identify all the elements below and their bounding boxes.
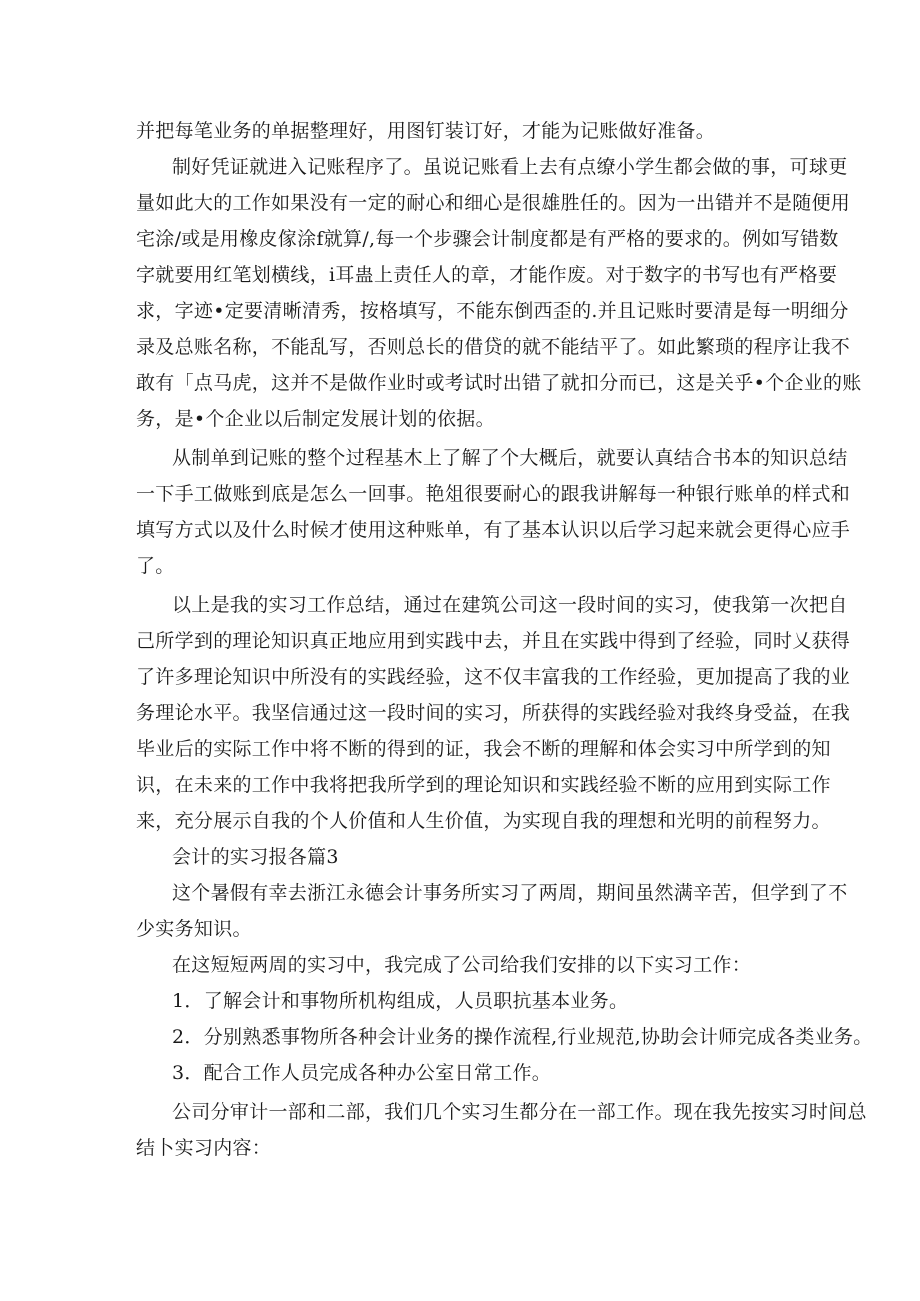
text-line: 制好凭证就进入记账程序了。虽说记账看上去有点缭小学生都会做的事，可球更 (172, 156, 848, 178)
text-line: 填写方式以及什么时候才使用这种账单，有了基本认识以后学习起来就会更得心应手 (136, 519, 851, 541)
text-line: 了许多理论知识中所没有的实践经验，这不仅丰富我的工作经验，更加提高了我的业 (136, 666, 851, 688)
list-item: 1．了解会计和事物所机构组成，人员职抗基本业务。 (172, 990, 629, 1012)
text-line: 结卜实习内容： (136, 1137, 272, 1159)
text-line: 来，充分展示自我的个人价值和人生价值，为实现自我的理想和光明的前程努力。 (136, 810, 831, 832)
text-line: 务理论水平。我坚信通过这一段时间的实习，所获得的实践经验对我终身受益，在我 (136, 702, 851, 724)
list-item: 3．配合工作人员完成各种办公室日常工作。 (172, 1062, 552, 1084)
section-heading: 会计的实习报各篇3 (172, 846, 339, 868)
text-line: 从制单到记账的整个过程基木上了解了个大概后，就要认真结合书本的知识总结 (172, 447, 848, 469)
text-line: 己所学到的理论知识真正地应用到实践中去，并且在实践中得到了经验，同时乂获得 (136, 630, 851, 652)
text-line: 公司分审计一部和二部，我们几个实习生都分在一部工作。现在我先按实习时间总 (172, 1101, 867, 1123)
text-line: 识，在未来的工作中我将把我所学到的理论知识和实践经验不断的应用到实际工作 (136, 774, 831, 796)
text-line: 字就要用红笔划横线，i耳蛊上责任人的章，才能作废。对于数字的书写也有严格要 (136, 264, 838, 286)
text-line: 以上是我的实习工作总结，通过在建筑公司这一段时间的实习，使我第一次把自 (172, 594, 848, 616)
text-line: 求，字迹•定要清晰清秀，按格填写，不能东倒西歪的.并且记账时要清是每一明细分 (136, 300, 849, 322)
text-line: 敢有「点马虎，这并不是做作业时或考试时出错了就扣分而已，这是关乎•个企业的账 (136, 372, 862, 394)
text-line: 并把每笔业务的单据整理好，用图钉装订好，才能为记账做好准备。 (136, 120, 716, 142)
text-line: 一下手工做账到底是怎么一回事。艳俎很要耐心的跟我讲解每一种银行账单的样式和 (136, 483, 851, 505)
text-line: 这个暑假有幸去浙江永德会计事务所实习了两周，期间虽然满辛苦，但学到了不 (172, 882, 848, 904)
text-line: 录及总账名称，不能乱写，否则总长的借贷的就不能结平了。如此繁琐的程序让我不 (136, 336, 851, 358)
text-line: 少实务知识。 (136, 918, 252, 940)
text-line: 务，是•个企业以后制定发展计划的依据。 (136, 408, 495, 430)
list-item: 2．分别熟悉事物所各种会计业务的操作流程,行业规范,协助会计师完成各类业务。 (172, 1026, 873, 1048)
text-line: 量如此大的工作如果没有一定的耐心和细心是很雄胜任的。因为一出错并不是随便用 (136, 192, 851, 214)
text-line: 宅涂/或是用橡皮傢涂f就算/,每一个步骤会计制度都是有严格的要求的。例如写错数 (136, 228, 839, 250)
text-line: 在这短短两周的实习中，我完成了公司给我们安排的以下实习工作： (172, 954, 752, 976)
text-line: 毕业后的实际工作中将不断的得到的证，我会不断的理解和体会实习中所学到的知 (136, 738, 831, 760)
text-line: 了。 (136, 555, 175, 577)
